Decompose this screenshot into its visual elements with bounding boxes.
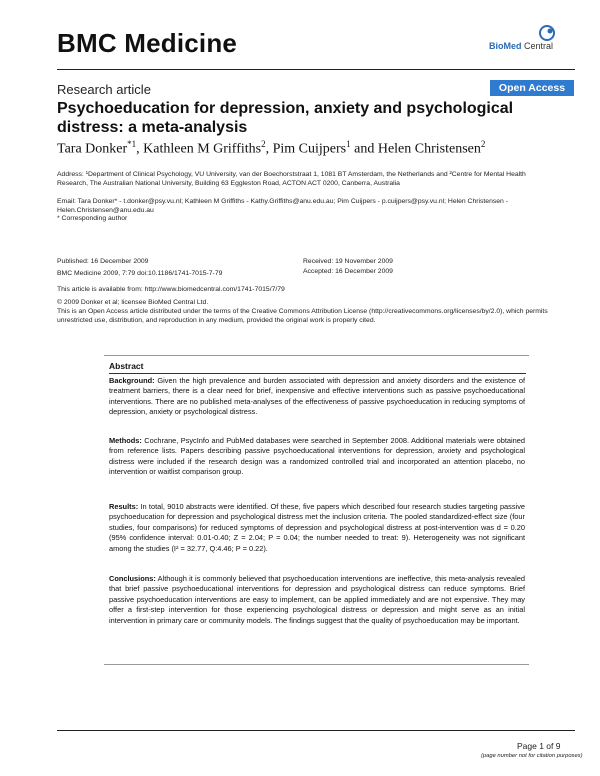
logo-text: BioMed Central: [489, 41, 554, 51]
article-title: Psychoeducation for depression, anxiety and psychological distress: a meta-analysis: [57, 100, 514, 136]
author-name: Kathleen M Griffiths: [143, 141, 262, 157]
abstract-conclusions: Conclusions: Although it is commonly believed that psychoeducation interventions are ineffective, this meta-analysis revealed that brief passive psychoeducational interventions for depression and psychological distress can reduce symptoms. Brief passive psychoeducation interventions are easy to implement, can be applied immediately and are not expensive. They may offer a first-step intervention for those experiencing psychological distress or depression and might serve as an initial intervention in primary care or community models. The findings suggest that the quality of psychoeducation may be important.: [109, 574, 525, 625]
article-type: Research article: [57, 82, 151, 97]
journal-title: BMC Medicine: [57, 28, 238, 58]
open-access-badge: Open Access: [490, 80, 574, 96]
abstract-results: Results: In total, 9010 abstracts were identified. Of these, five papers which described four research studies targeting passive psychoeducation for depression and psychological distress met the inclusion criteria. The pooled standardized-effect size (four studies, four comparisons) for reduced symptoms of depression and psychological distress at post-intervention was d = 0.20 (95% confidence interval: 0.01-0.40; Z = 2.04; P = 0.04; the number needed to treat: 9). Heterogeneity was not significant among the studies (I² = 32.77, Q:4.46; P = 0.22).: [109, 502, 525, 553]
author-name: Tara Donker: [57, 141, 128, 157]
header-rule: [57, 69, 575, 70]
accepted-date: Accepted: 16 December 2009: [303, 268, 393, 275]
abstract-rule: [109, 373, 526, 374]
abstract-heading: Abstract: [109, 361, 144, 371]
published-date: Published: 16 December 2009: [57, 258, 149, 265]
page-number: Page 1 of 9: [517, 741, 561, 751]
page-number-note: (page number not for citation purposes): [481, 753, 583, 759]
license-text: This is an Open Access article distributed under the terms of the Creative Commons Attribution License (http://creativecommons.org/licenses/by/2.0), which permits unrestricted use, distribution, and reproduction in any medium, provided the original work is properly cited.: [57, 308, 548, 324]
abstract-background: Background: Given the high prevalence and burden associated with depression and anxiety disorders and the existence of treatment barriers, there is a clear need for brief, inexpensive and effective interventions such as passive psychoeducational interventions. There are no published meta-analyses of the effectiveness of passive psychoeducation in reducing symptoms of depression, anxiety or psychological distress.: [109, 376, 525, 417]
biomed-central-logo: [489, 24, 575, 54]
copyright: © 2009 Donker et al; licensee BioMed Central Ltd.: [57, 299, 209, 306]
article-url[interactable]: This article is available from: http://www.biomedcentral.com/1741-7015/7/79: [57, 286, 285, 293]
corresponding-author-note: * Corresponding author: [57, 215, 128, 222]
author-address: Address: ¹Department of Clinical Psychology, VU University, van der Boechorststraat 1, 1081 BT Amsterdam, the Netherlands and ²Centre for Mental Health Research, The Australian National University, Building 63 Eggleston Road, ACTON ACT 0200, Canberra, Australia: [57, 171, 526, 187]
author-name: Helen Christensen: [377, 141, 481, 157]
author-emails: Email: Tara Donker* - t.donker@psy.vu.nl; Kathleen M Griffiths - Kathy.Griffiths@anu.edu.au; Pim Cuijpers - p.cuijpers@psy.vu.nl; Helen Christensen - Helen.Christensen@anu.edu.au: [57, 198, 508, 214]
footer-rule: [57, 730, 575, 731]
author-name: Pim Cuijpers: [272, 141, 347, 157]
logo-mark-icon: [538, 24, 556, 42]
citation: BMC Medicine 2009, 7:79 doi:10.1186/1741-7015-7-79: [57, 270, 223, 277]
received-date: Received: 19 November 2009: [303, 258, 393, 265]
author-list: Tara Donker$^{*1}$, Kathleen M Griffiths$^2$, Pim Cuijpers$^1$ and Helen Christensen$^2$: [57, 139, 486, 157]
abstract-methods: Methods: Cochrane, PsycInfo and PubMed databases were searched in September 2008. Additional materials were obtained from reference lists. Papers describing passive psychoeducational interventions for depression, anxiety and psychological distress were included if the research design was a randomized controlled trial and incorporated an attention placebo, no intervention or waitlist comparison group.: [109, 436, 525, 477]
